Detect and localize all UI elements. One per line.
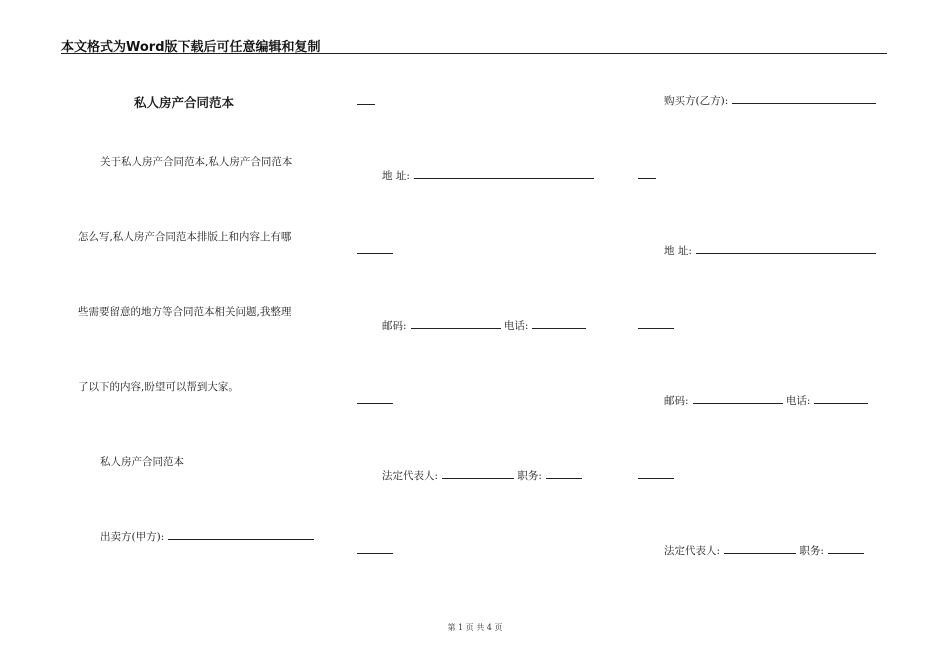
buyer-address-blank (696, 243, 876, 254)
seller-label: 出卖方(甲方): (100, 531, 165, 543)
document-header: 本文格式为Word版下载后可任意编辑和复制 (61, 40, 321, 55)
page-number: 第 1 页 共 4 页 (447, 623, 503, 632)
seller-rep-field (382, 468, 582, 483)
seller-address-label: 地 址: (382, 170, 410, 182)
header-divider (61, 53, 887, 54)
section-subtitle: 私人房产合同范本 (100, 456, 184, 468)
seller-address-blank (414, 168, 594, 179)
buyer-postcode-label: 邮码: (664, 395, 689, 407)
seller-rep-blank (442, 468, 514, 479)
blank-rule (638, 478, 674, 479)
blank-rule (357, 403, 393, 404)
buyer-position-blank (828, 543, 864, 554)
buyer-address-label: 地 址: (664, 245, 692, 257)
seller-blank (168, 529, 314, 540)
seller-position-blank (546, 468, 582, 479)
seller-contact-field (382, 318, 586, 333)
buyer-address-field (664, 243, 876, 258)
intro-line-1: 关于私人房产合同范本,私人房产合同范本 (100, 156, 293, 168)
buyer-field (664, 93, 876, 108)
seller-phone-blank (532, 318, 586, 329)
buyer-label: 购买方(乙方): (664, 95, 729, 107)
buyer-rep-label: 法定代表人: (664, 545, 721, 557)
buyer-blank (732, 93, 876, 104)
buyer-rep-blank (724, 543, 796, 554)
seller-field (100, 529, 314, 544)
blank-rule (357, 253, 393, 254)
intro-line-3: 些需要留意的地方等合同范本相关问题,我整理 (78, 306, 292, 318)
buyer-position-label: 职务: (799, 545, 824, 557)
buyer-phone-blank (814, 393, 868, 404)
seller-rep-label: 法定代表人: (382, 470, 439, 482)
intro-line-2: 怎么写,私人房产合同范本排版上和内容上有哪 (78, 231, 292, 243)
seller-postcode-label: 邮码: (382, 320, 407, 332)
buyer-phone-label: 电话: (785, 395, 811, 407)
seller-phone-label: 电话: (503, 320, 529, 332)
document-title: 私人房产合同范本 (134, 95, 235, 110)
buyer-postcode-blank (693, 393, 783, 404)
blank-rule (357, 553, 393, 554)
buyer-rep-field (664, 543, 864, 558)
intro-line-4: 了以下的内容,盼望可以帮到大家。 (78, 381, 239, 393)
blank-rule (638, 328, 674, 329)
seller-postcode-blank (411, 318, 501, 329)
seller-position-label: 职务: (517, 470, 542, 482)
blank-rule (638, 178, 656, 179)
blank-rule (357, 104, 375, 105)
seller-address-field (382, 168, 594, 183)
buyer-contact-field (664, 393, 868, 408)
